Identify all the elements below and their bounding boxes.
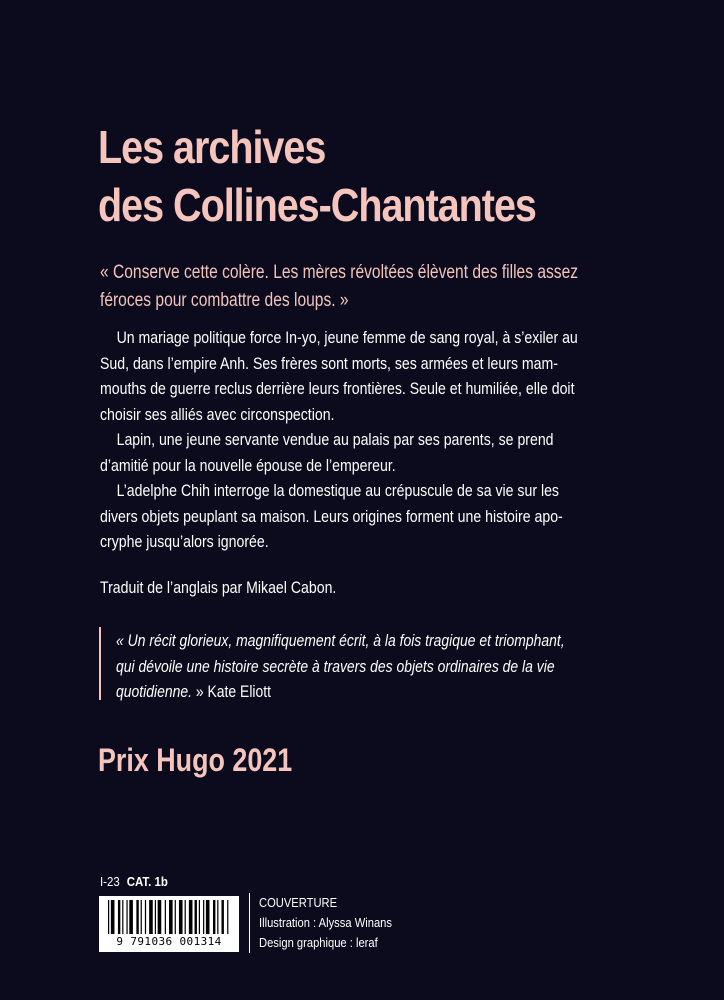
summary-p3-line-1: L’adelphe Chih interroge la domestique au crépuscule de sa vie sur les [116,481,559,500]
catalog-codes [100,873,168,891]
award: Prix Hugo 2021 [98,742,293,778]
review-line-1-text: « Un récit glorieux, magnifiquement écrit, à la fois tragique et triomphant, [116,631,565,650]
review-accent-bar [99,627,101,700]
cover-credits [259,893,392,953]
summary-p1-line-4: choisir ses alliés avec circonspection. [100,404,335,424]
title-line-2: des Collines-Chantantes [98,179,536,231]
summary-p1-line-3: mouths de guerre reclus derrière leurs frontières. Seule et humiliée, elle doit [100,379,575,398]
review-line-3 [116,679,641,705]
press-review [116,628,641,705]
translator-credit: Traduit de l’anglais par Mikael Cabon. [100,578,337,597]
summary-p2-line-2: d’amitié pour la nouvelle épouse de l’empereur. [100,455,396,475]
summary-p3-line-3: cryphe jusqu’alors ignorée. [100,532,269,551]
review-author: Kate Eliott [207,682,272,701]
summary [100,325,631,555]
review-close-quote: » [191,682,208,701]
credits-design: Design graphique : leraf [259,935,378,950]
barcode-number: 9 791036 001314 [116,935,222,948]
review-line-1 [116,628,641,654]
title-line-1: Les archives [98,121,326,173]
barcode [99,896,239,952]
barcode-bars [99,896,239,936]
quote-line-1: « Conserve cette colère. Les mères révoltées élèvent des filles assez [100,262,579,283]
summary-p3-line-2: divers objets peuplant sa maison. Leurs origines forment une histoire apo- [100,506,563,526]
review-line-2 [116,654,641,680]
summary-p1-line-2: Sud, dans l’empire Anh. Ses frères sont morts, ses armées et leurs mam- [100,353,558,373]
catalog-category: CAT. 1b [126,874,168,889]
summary-p1-line-1: Un mariage politique force In-yo, jeune femme de sang royal, à s’exiler au [116,328,578,347]
credits-heading: COUVERTURE [259,895,338,910]
credits-divider [249,893,250,953]
summary-p2-line-1: Lapin, une jeune servante vendue au palais par ses parents, se prend [116,430,554,449]
review-line-2-text: qui dévoile une histoire secrète à travers des objets ordinaires de la vie [116,656,555,676]
epigraph-quote [100,259,641,315]
catalog-ref: I-23 [100,874,120,889]
credits-illustration: Illustration : Alyssa Winans [259,915,392,930]
review-line-3-text: quotidienne. [116,682,192,701]
quote-line-2: féroces pour combattre des loups. » [100,290,349,311]
book-title [98,118,614,234]
